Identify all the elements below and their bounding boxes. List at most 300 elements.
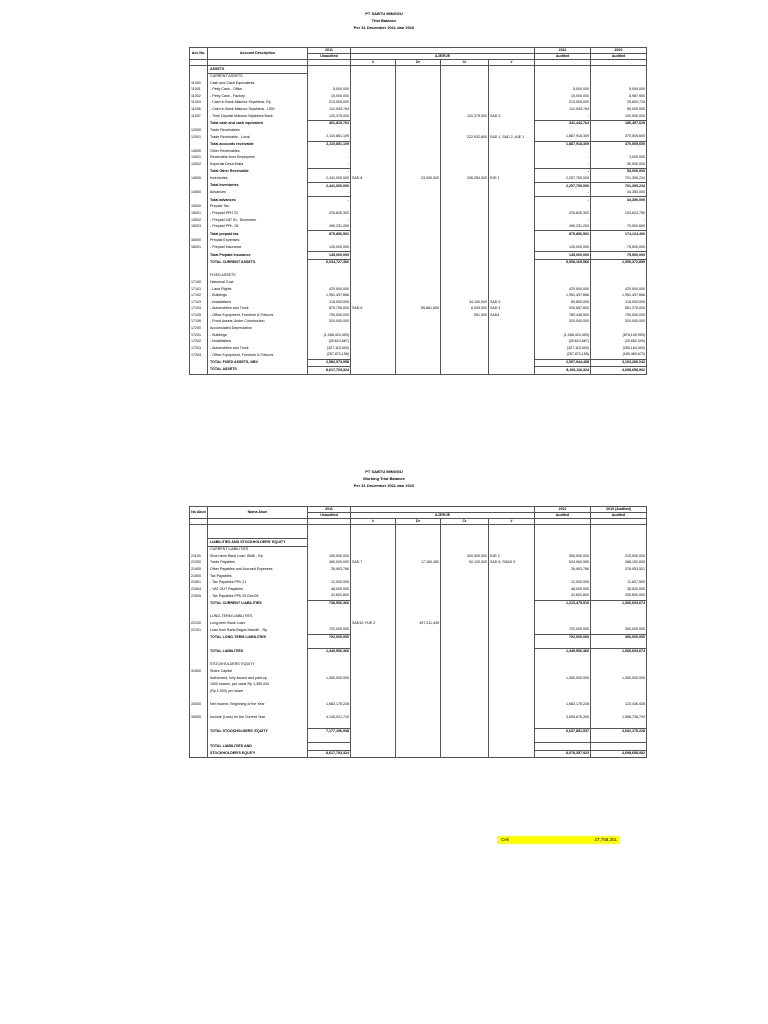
audited-2011-cell — [535, 532, 591, 539]
report-title: Trial Balance — [371, 18, 397, 23]
ref1-cell — [351, 573, 396, 580]
debit-cell — [396, 662, 441, 669]
col-audited-2010: Audited — [591, 54, 647, 60]
ref1-cell — [351, 93, 396, 100]
debit-cell — [396, 161, 441, 168]
acc-no-cell — [190, 252, 208, 260]
credit-cell — [441, 735, 489, 742]
audited-2010-cell: 1,350,000,000 — [591, 675, 647, 682]
ref2-cell — [489, 359, 535, 367]
credit-cell — [441, 708, 489, 715]
audited-2010-cell — [591, 525, 647, 532]
table-row — [190, 326, 647, 333]
unaudited-cell: - — [308, 155, 351, 162]
credit-cell — [441, 728, 489, 735]
credit-cell — [441, 675, 489, 682]
ref1-cell: SAD10, RJE 2 — [351, 620, 396, 627]
description-cell — [208, 695, 308, 702]
credit-cell — [441, 252, 489, 260]
debit-cell — [396, 120, 441, 127]
working-trial-balance-body — [190, 525, 647, 758]
description-cell: - Automobiles and Truck — [208, 306, 308, 313]
audited-2011-cell: 920,657,600 — [535, 306, 591, 313]
acc-no-cell: 21505 — [190, 593, 208, 600]
credit-cell — [441, 352, 489, 359]
table-row — [190, 614, 647, 621]
unaudited-cell: 2,441,000,000 — [308, 183, 351, 190]
audited-2011-cell: 1,350,000,000 — [535, 675, 591, 682]
credit-cell — [441, 641, 489, 648]
audited-2011-cell: 320,000,000 — [535, 319, 591, 326]
audited-2010-cell — [591, 695, 647, 702]
ref1-cell — [351, 580, 396, 587]
table-row — [190, 567, 647, 574]
audited-2010-cell: 1,595,372,859 — [591, 259, 647, 266]
acc-no-cell: 17202 — [190, 339, 208, 346]
acc-no-cell — [190, 728, 208, 735]
ref2-cell — [489, 319, 535, 326]
audited-2011-cell — [535, 682, 591, 689]
audited-2010-cell: 370,505,600 — [591, 141, 647, 148]
audited-2010-cell — [591, 655, 647, 662]
acc-no-cell: 12001 — [190, 134, 208, 141]
debit-cell — [396, 701, 441, 708]
unaudited-cell — [308, 80, 351, 87]
acc-no-cell: 16000 — [190, 238, 208, 245]
debit-cell — [396, 134, 441, 141]
audited-2010-cell: 103,623,750 — [591, 210, 647, 217]
audited-2011-cell: 6,637,851,537 — [535, 728, 591, 735]
ref1-cell — [351, 367, 396, 375]
description-cell: Net Income, Beginning of the Year — [208, 701, 308, 708]
description-cell: - Prepaid PPh. 25 — [208, 224, 308, 231]
acc-no-cell: 17106 — [190, 319, 208, 326]
unaudited-cell: 10,000,000 — [308, 93, 351, 100]
table-row — [190, 299, 647, 306]
audited-2010-cell: 3,032,175,228 — [591, 728, 647, 735]
table-row — [190, 580, 647, 587]
unaudited-cell — [308, 532, 351, 539]
acc-no-cell — [190, 688, 208, 695]
acc-no-cell — [190, 721, 208, 728]
unaudited-cell: 1,440,506,366 — [308, 648, 351, 655]
debit-cell — [396, 648, 441, 655]
audited-2010-cell — [591, 743, 647, 751]
ref1-cell — [351, 332, 396, 339]
table-row — [190, 339, 647, 346]
audited-2010-cell — [591, 607, 647, 614]
ref1-cell — [351, 614, 396, 621]
ref2-cell — [489, 224, 535, 231]
description-cell — [208, 708, 308, 715]
acc-no-cell — [190, 259, 208, 266]
table-row — [190, 293, 647, 300]
description-cell: CURRENT ASSETS — [208, 73, 308, 80]
acc-no-cell: 17101 — [190, 286, 208, 293]
unaudited-cell: 2,110,851,109 — [308, 134, 351, 141]
unaudited-cell — [308, 655, 351, 662]
debit-cell — [396, 231, 441, 238]
acc-no-cell — [190, 682, 208, 689]
table-row — [190, 553, 647, 560]
credit-cell — [441, 682, 489, 689]
ref1-cell — [351, 627, 396, 634]
audited-2010-cell: 11,607,500 — [591, 580, 647, 587]
acc-no-cell: 14500 — [190, 190, 208, 197]
ref2-cell — [489, 155, 535, 162]
credit-cell: 400,000,000 — [441, 553, 489, 560]
table-row — [190, 721, 647, 728]
debit-cell — [396, 668, 441, 675]
unaudited-cell — [308, 668, 351, 675]
ref1-cell — [351, 735, 396, 742]
description-cell: Accumulated Depreciation — [208, 326, 308, 333]
table-row — [190, 662, 647, 669]
credit-cell — [441, 161, 489, 168]
table-row — [190, 273, 647, 280]
audited-2010-cell — [591, 326, 647, 333]
description-cell: LIABILITIES AND STOCKHOLDERS' EQUITY — [208, 539, 308, 547]
unaudited-cell — [308, 662, 351, 669]
debit-cell — [396, 573, 441, 580]
audited-2010-cell — [591, 532, 647, 539]
table-row — [190, 345, 647, 352]
table-row — [190, 141, 647, 148]
acc-no-cell: 11000 — [190, 80, 208, 87]
unaudited-cell: 420,000,000 — [308, 286, 351, 293]
debit-cell — [396, 675, 441, 682]
credit-cell — [441, 148, 489, 155]
description-cell: LONG-TERM LIABILITIES — [208, 614, 308, 621]
acc-no-cell — [190, 183, 208, 190]
col-audited-2011: Audited — [535, 513, 591, 519]
description-cell: Koperasi Desa Mulia — [208, 161, 308, 168]
col-audited-2011: Audited — [535, 54, 591, 60]
description-cell: TOTAL LONG-TERM LIABILITIES — [208, 634, 308, 641]
debit-cell: 55,861,600 — [396, 306, 441, 313]
ref2-cell — [489, 573, 535, 580]
acc-no-cell — [190, 695, 208, 702]
unaudited-cell: 120,375,000 — [308, 113, 351, 120]
ref2-cell — [489, 93, 535, 100]
ref2-cell — [489, 586, 535, 593]
audited-2010-cell: 4,698,658,902 — [591, 750, 647, 758]
acc-no-cell: 13002 — [190, 161, 208, 168]
audited-2010-cell: 70,500,650 — [591, 224, 647, 231]
audited-2011-cell: (1,268,424,493) — [535, 332, 591, 339]
debit-cell — [396, 312, 441, 319]
acc-no-cell: 17203 — [190, 345, 208, 352]
audited-2011-cell — [535, 743, 591, 751]
description-cell: - Cash in Bank Makmur Sejahtera- Rp — [208, 100, 308, 107]
ref1-cell — [351, 127, 396, 134]
credit-cell — [441, 339, 489, 346]
debit-cell — [396, 273, 441, 280]
unaudited-cell: 145,000,000 — [308, 252, 351, 260]
table-row — [190, 279, 647, 286]
ref1-cell — [351, 148, 396, 155]
table-row — [190, 148, 647, 155]
audited-2010-cell: 53,000,000 — [591, 168, 647, 175]
audited-2010-cell: 34,350,000 — [591, 190, 647, 197]
credit-cell — [441, 190, 489, 197]
acc-no-cell: 11006 — [190, 107, 208, 114]
audited-2010-cell: 370,505,600 — [591, 134, 647, 141]
debit-cell — [396, 319, 441, 326]
audited-2010-cell: 100,000,000 — [591, 113, 647, 120]
working-trial-balance-table — [189, 506, 647, 758]
acc-no-cell: 33000 — [190, 701, 208, 708]
table-row — [190, 100, 647, 107]
unaudited-cell — [308, 525, 351, 532]
credit-cell — [441, 593, 489, 600]
ref1-cell — [351, 259, 396, 266]
table-row — [190, 134, 647, 141]
description-cell: Long-term Bank Loan: — [208, 620, 308, 627]
ref2-cell — [489, 80, 535, 87]
description-cell: Cash and Cash Equivalents: — [208, 80, 308, 87]
debit-cell — [396, 607, 441, 614]
ref1-cell — [351, 546, 396, 553]
debit-cell — [396, 190, 441, 197]
debit-cell — [396, 532, 441, 539]
ref2-cell — [489, 539, 535, 547]
description-cell: ASSETS — [208, 66, 308, 74]
debit-cell — [396, 750, 441, 758]
debit-cell — [396, 332, 441, 339]
ref2-cell: SAD4 — [489, 312, 535, 319]
audited-2011-cell — [535, 73, 591, 80]
ref1-cell — [351, 80, 396, 87]
col-cr: Cr — [441, 60, 489, 66]
debit-cell — [396, 141, 441, 148]
audited-2011-cell: 8,078,357,923 — [535, 750, 591, 758]
audited-2011-cell: 534,969,550 — [535, 560, 591, 567]
table-row — [190, 190, 647, 197]
ref1-cell — [351, 634, 396, 641]
ref2-cell — [489, 197, 535, 204]
table-row — [190, 593, 647, 600]
table-row — [190, 620, 647, 627]
description-cell: Loan from Bank Bagus Mandiri - Rp — [208, 627, 308, 634]
ref1-cell — [351, 224, 396, 231]
ref2-cell — [489, 600, 535, 607]
ref1-cell — [351, 682, 396, 689]
credit-cell — [441, 73, 489, 80]
credit-cell — [441, 217, 489, 224]
audited-2011-cell: 80,850,000 — [535, 299, 591, 306]
ref1-cell — [351, 641, 396, 648]
table-row — [190, 231, 647, 238]
description-cell: Total Other Receivable — [208, 168, 308, 175]
description-cell: - Installations — [208, 299, 308, 306]
audited-2011-cell: (35,624,667) — [535, 339, 591, 346]
acc-no-cell: 11007 — [190, 113, 208, 120]
unaudited-cell: 2,110,851,109 — [308, 141, 351, 148]
audited-2010-cell — [591, 238, 647, 245]
ref1-cell — [351, 100, 396, 107]
unaudited-cell — [308, 326, 351, 333]
credit-cell — [441, 359, 489, 367]
ref2-cell: RJE 2 — [489, 553, 535, 560]
description-cell: TOTAL LIABILITIES AND — [208, 743, 308, 751]
audited-2010-cell — [591, 614, 647, 621]
table-row — [190, 183, 647, 190]
audited-2010-cell: 5,000,000 — [591, 87, 647, 94]
audited-2010-cell — [591, 546, 647, 553]
col-year-2010: 2010 — [591, 48, 647, 54]
credit-cell — [441, 80, 489, 87]
col-year-2010: 2010 (Audited) — [591, 507, 647, 513]
acc-no-cell — [190, 141, 208, 148]
acc-no-cell: 22100 — [190, 620, 208, 627]
acc-no-cell: 21100 — [190, 553, 208, 560]
ref2-cell — [489, 293, 535, 300]
audited-2011-cell — [535, 80, 591, 87]
audited-2010-cell: 3,103,286,043 — [591, 359, 647, 367]
credit-cell — [441, 627, 489, 634]
ref2-cell — [489, 204, 535, 211]
col-dr: Dr — [396, 519, 441, 525]
unaudited-cell: 790,000,000 — [308, 312, 351, 319]
ref2-cell — [489, 266, 535, 273]
acc-no-cell: 17105 — [190, 312, 208, 319]
audited-2011-cell: 2,597,944,458 — [535, 359, 591, 367]
acc-no-cell — [190, 735, 208, 742]
col-dr: Dr — [396, 60, 441, 66]
credit-cell — [441, 715, 489, 722]
credit-cell — [441, 532, 489, 539]
audited-2011-cell — [535, 148, 591, 155]
acc-no-cell — [190, 532, 208, 539]
debit-cell — [396, 567, 441, 574]
unaudited-cell: 4,145,021,710 — [308, 715, 351, 722]
ref2-cell — [489, 614, 535, 621]
unaudited-cell: - — [308, 190, 351, 197]
description-cell: Trade Payables — [208, 560, 308, 567]
audited-2010-cell: 35,520,000 — [591, 586, 647, 593]
unaudited-cell: (35,624,667) — [308, 339, 351, 346]
audited-2010-cell: 115,000,000 — [591, 299, 647, 306]
ref2-cell — [489, 148, 535, 155]
unaudited-cell — [308, 695, 351, 702]
acc-no-cell — [190, 655, 208, 662]
acc-no-cell: 17104 — [190, 306, 208, 313]
credit-cell — [441, 204, 489, 211]
audited-2010-cell: 1,558,738,793 — [591, 715, 647, 722]
debit-cell — [396, 627, 441, 634]
table-row — [190, 176, 647, 183]
audited-2010-cell: - — [591, 217, 647, 224]
ref2-cell — [489, 655, 535, 662]
table-row — [190, 708, 647, 715]
ref2-cell — [489, 100, 535, 107]
unaudited-cell: 213,505,000 — [308, 100, 351, 107]
description-cell: - VAT OUT Payables — [208, 586, 308, 593]
unaudited-cell — [308, 127, 351, 134]
ref1-cell — [351, 161, 396, 168]
table-row — [190, 73, 647, 80]
ref1-cell — [351, 113, 396, 120]
table-row — [190, 107, 647, 114]
audited-2010-cell — [591, 539, 647, 547]
check-cell — [497, 836, 620, 844]
acc-no-cell: 34000 — [190, 715, 208, 722]
ref2-cell — [489, 708, 535, 715]
unaudited-cell — [308, 273, 351, 280]
ref2-cell — [489, 728, 535, 735]
ref2-cell: SAD 3 — [489, 113, 535, 120]
unaudited-cell — [308, 573, 351, 580]
audited-2011-cell: 1,887,918,309 — [535, 134, 591, 141]
unaudited-cell: 7,177,196,938 — [308, 728, 351, 735]
trial-balance-body — [190, 66, 647, 375]
credit-cell — [441, 224, 489, 231]
table-row — [190, 675, 647, 682]
credit-cell — [441, 586, 489, 593]
ref1-cell: SAD 6 — [351, 306, 396, 313]
acc-no-cell — [190, 743, 208, 751]
debit-cell — [396, 148, 441, 155]
ref2-cell — [489, 580, 535, 587]
audited-2010-cell: (25,652,000) — [591, 339, 647, 346]
table-row — [190, 715, 647, 722]
acc-no-cell — [190, 73, 208, 80]
unaudited-cell — [308, 682, 351, 689]
audited-2011-cell: 1,449,506,366 — [535, 648, 591, 655]
credit-cell — [441, 155, 489, 162]
ref2-cell — [489, 620, 535, 627]
audited-2011-cell: 702,000,000 — [535, 634, 591, 641]
audited-2010-cell — [591, 279, 647, 286]
ref1-cell — [351, 532, 396, 539]
debit-cell — [396, 743, 441, 751]
table-row — [190, 735, 647, 742]
table-row — [190, 367, 647, 375]
unaudited-cell: 8,617,703,324 — [308, 367, 351, 375]
ref1-cell — [351, 141, 396, 148]
description-cell: Other Payables and Accrued Expenses — [208, 567, 308, 574]
acc-no-cell: 17201 — [190, 332, 208, 339]
debit-cell — [396, 87, 441, 94]
audited-2011-cell: 376,625,302 — [535, 210, 591, 217]
acc-no-cell: 17100 — [190, 279, 208, 286]
unaudited-cell — [308, 721, 351, 728]
debit-cell — [396, 197, 441, 204]
ref2-cell — [489, 701, 535, 708]
debit-cell — [396, 293, 441, 300]
ref1-cell — [351, 312, 396, 319]
ref2-cell: SAD 4 — [489, 306, 535, 313]
acc-no-cell: 21200 — [190, 560, 208, 567]
audited-2010-cell: 186,497,625 — [591, 120, 647, 127]
audited-2010-cell — [591, 273, 647, 280]
debit-cell — [396, 715, 441, 722]
credit-cell: 34,150,000 — [441, 299, 489, 306]
ref1-cell — [351, 319, 396, 326]
debit-cell — [396, 210, 441, 217]
audited-2011-cell: - — [535, 168, 591, 175]
table-row — [190, 266, 647, 273]
description-cell: Income (Loss) for the Current Year — [208, 715, 308, 722]
ref1-cell: SAD 8 — [351, 176, 396, 183]
description-cell: Total prepaid tax — [208, 231, 308, 238]
ref2-cell: SAD 1, SAD 2, AJE 1 — [489, 134, 535, 141]
description-cell: - Office Equipment, Furniture & Fixtures — [208, 352, 308, 359]
debit-cell — [396, 539, 441, 547]
audited-2010-cell: 75,500,000 — [591, 244, 647, 251]
audited-2010-cell: 123,436,435 — [591, 701, 647, 708]
